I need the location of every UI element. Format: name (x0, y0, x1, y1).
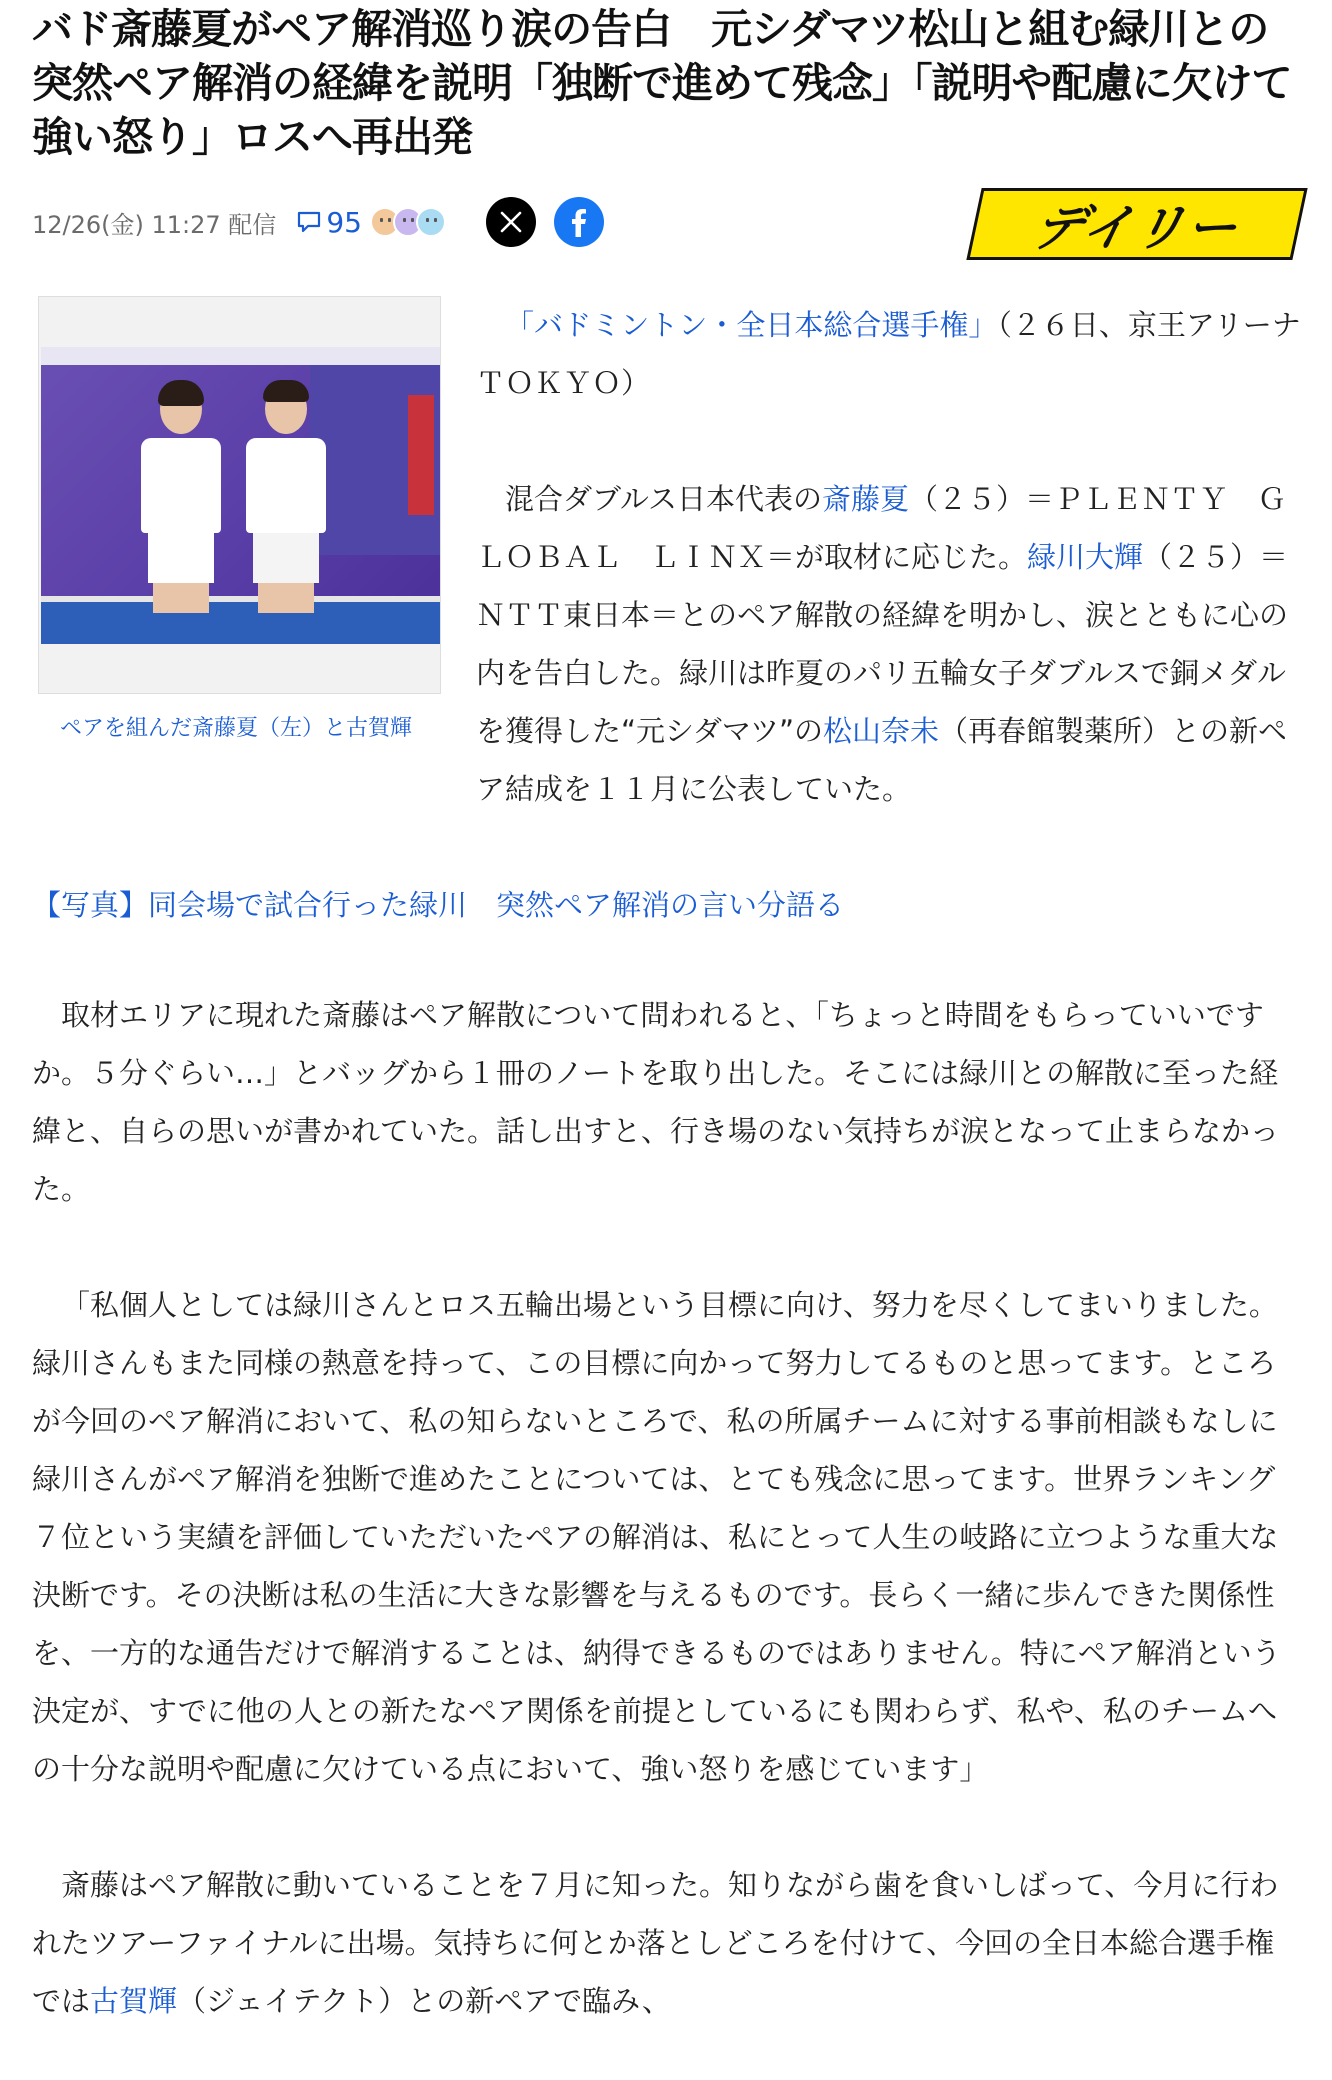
source-logo[interactable] (966, 188, 1307, 260)
lead-text-span: （再春館製薬所）との新ペア結成を１１月に公表していた。 (476, 714, 1288, 806)
reaction-summary[interactable] (370, 207, 446, 237)
body-paragraph: 「私個人としては緑川さんとロス五輪出場という目標に向け、努力を尽くしてまいりました。緑川さんもまた同様の熱意を持って、この目標に向かって努力してるものと思ってます。ところが今回のペア解消において、私の知らないところで、私の所属チームに対する事前相談もなしに緑川さんがペア解消を独断で進めたことについては、とても残念に思ってます。世界ランキング７位という実績を評価していただいたペアの解消は、私にとって人生の岐路に立つような重大な決断です。その決断は私の生活に大きな影響を与えるものです。長らく一緒に歩んできた関係性を、一方的な通告だけで解消することは、納得できるものではありません。特にペア解消という決定が、すでに他の人との新たなペア関係を前提としているにも関わらず、私や、私のチームへの十分な説明や配慮に欠けている点において、強い怒りを感じています」 (32, 1288, 1281, 1786)
article-meta (32, 194, 1300, 257)
article-body (32, 986, 1300, 2030)
lead-text-span: （２６日、京王アリーナＴＯＫＹＯ） (476, 308, 1301, 400)
share-facebook-button[interactable] (554, 197, 604, 247)
x-icon (499, 210, 523, 234)
player-link-koga[interactable]: 古賀輝 (90, 1984, 178, 2018)
related-photo-link[interactable]: 【写真】同会場で試合行った緑川 突然ペア解消の言い分語る (32, 888, 845, 922)
reaction-icon (416, 207, 446, 237)
player-link-midorikawa[interactable]: 緑川大輝 (1027, 540, 1144, 574)
body-text-span: （ジェイテクト）との新ペアで臨み、 (177, 1984, 671, 2018)
share-buttons (486, 197, 604, 247)
player-figure (136, 384, 226, 614)
share-x-button[interactable] (486, 197, 536, 247)
tournament-link[interactable]: 「バドミントン・全日本総合選手権」 (505, 308, 998, 342)
player-link-saito[interactable]: 斎藤夏 (821, 482, 909, 516)
lead-text-span: （２５）＝ＮＴＴ東日本＝とのペア解散の経緯を明かし、涙とともに心の内を告白した。緑川は昨夏のパリ五輪女子ダブルスで銅メダルを獲得した“元シダマツ”の (476, 540, 1289, 748)
body-paragraph: 取材エリアに現れた斎藤はペア解散について問われると、「ちょっと時間をもらっていいですか。５分ぐらい…」とバッグから１冊のノートを取り出した。そこには緑川との解散に至った経緯と、自らの思いが書かれていた。話し出すと、行き場のない気持ちが涙となって止まらなかった。 (32, 998, 1280, 1206)
source-logo-text: デイリー (1027, 199, 1245, 257)
lead-text (476, 296, 1312, 818)
body-paragraph (32, 1856, 1300, 2030)
article-photo[interactable] (38, 296, 441, 694)
lead-paragraph (476, 296, 1312, 412)
photo-image (41, 347, 440, 644)
player-figure (241, 384, 331, 614)
comment-icon (296, 209, 322, 235)
comment-count: 95 (326, 205, 362, 239)
lead-paragraph (476, 470, 1312, 818)
article-title: バド斎藤夏がペア解消巡り涙の告白 元シダマツ松山と組む緑川との突然ペア解消の経緯を説明「独断で進めて残念」「説明や配慮に欠けて強い怒り」ロスへ再出発 (32, 5, 1292, 161)
lead-text-span: 混合ダブルス日本代表の (505, 482, 822, 516)
facebook-icon (566, 207, 592, 237)
photo-caption: ペアを組んだ斎藤夏（左）と古賀輝 (60, 716, 413, 741)
body-text-span: 斎藤はペア解散に動いていることを７月に知った。知りながら歯を食いしばって、今月に行われたツアーファイナルに出場。気持ちに何とか落としどころを付けて、今回の全日本総合選手権では (32, 1868, 1279, 2018)
lead-text-span: （２５）＝ＰＬＥＮＴＹ ＧＬＯＢＡＬ ＬＩＮＸ＝が取材に応じた。 (476, 482, 1287, 574)
comment-link[interactable] (296, 206, 362, 239)
publish-date: 12/26(金) 11:27 配信 (32, 210, 277, 239)
player-link-matsuyama[interactable]: 松山奈未 (823, 714, 940, 748)
